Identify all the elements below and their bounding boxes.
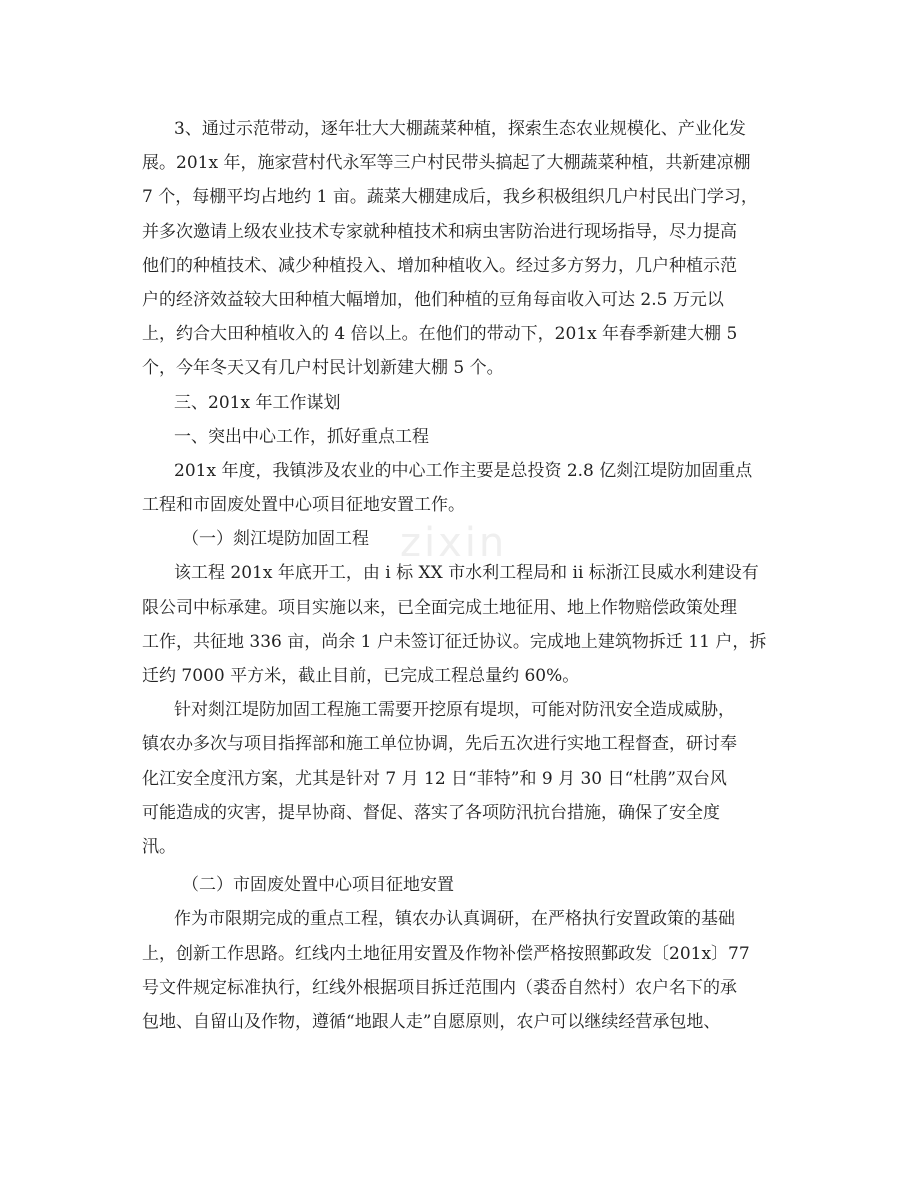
- watermark: zixin: [400, 520, 508, 566]
- text-line: 工作，共征地 336 亩，尚余 1 户未签订征迁协议。完成地上建筑物拆迁 11 户，拆: [142, 631, 767, 652]
- text-line: 工程和市固废处置中心项目征地安置工作。: [142, 495, 465, 516]
- text-line: 包地、自留山及作物，遵循“地跟人走”自愿原则，农户可以继续经营承包地、: [142, 1011, 721, 1032]
- text-line: 可能造成的灾害，提早协商、督促、落实了各项防汛抗台措施，确保了安全度: [142, 802, 720, 823]
- paragraph-annual-focus: [142, 454, 782, 522]
- document-body: [142, 112, 782, 1039]
- text-line: 201x 年度，我镇涉及农业的中心工作主要是总投资 2.8 亿剡江堤防加固重点: [174, 460, 753, 481]
- paragraph-flood-safety: [142, 693, 782, 864]
- text-line: 并多次邀请上级农业技术专家就种植技术和病虫害防治进行现场指导，尽力提高: [142, 221, 737, 242]
- item-heading-waste-center: （二）市固废处置中心项目征地安置: [182, 875, 454, 896]
- text-line: 7 个，每棚平均占地约 1 亩。蔬菜大棚建成后，我乡积极组织几户村民出门学习，: [142, 187, 758, 208]
- paragraph-greenhouse-demo: [142, 112, 782, 386]
- text-line: 该工程 201x 年底开工，由 i 标 XX 市水利工程局和 ii 标浙江艮威水利建设有: [174, 563, 759, 584]
- paragraph-embankment-progress: [142, 556, 782, 693]
- text-line: 他们的种植技术、减少种植投入、增加种植收入。经过多方努力，几户种植示范: [142, 255, 737, 276]
- text-line: 上，约合大田种植收入的 4 倍以上。在他们的带动下，201x 年春季新建大棚 5: [142, 324, 738, 345]
- text-line: 展。201x 年，施家营村代永军等三户村民带头搞起了大棚蔬菜种植，共新建凉棚: [142, 153, 751, 174]
- text-line: 个，今年冬天又有几户村民计划新建大棚 5 个。: [142, 358, 504, 379]
- subsection-heading-key-projects: 一、突出中心工作，抓好重点工程: [174, 426, 429, 447]
- paragraph-land-resettlement: [142, 902, 782, 1039]
- text-line: 镇农办多次与项目指挥部和施工单位协调，先后五次进行实地工程督查，研讨奉: [142, 734, 737, 755]
- text-line: 上，创新工作思路。红线内土地征用安置及作物补偿严格按照鄞政发〔201x〕77: [142, 943, 750, 964]
- item-heading-embankment: （一）剡江堤防加固工程: [182, 529, 369, 550]
- text-line: 号文件规定标准执行，红线外根据项目拆迁范围内（裘岙自然村）农户名下的承: [142, 977, 737, 998]
- text-line: 限公司中标承建。项目实施以来，已全面完成土地征用、地上作物赔偿政策处理: [142, 597, 737, 618]
- section-heading-work-plan: 三、201x 年工作谋划: [174, 392, 341, 413]
- text-line: 3、通过示范带动，逐年壮大大棚蔬菜种植，探索生态农业规模化、产业化发: [174, 119, 746, 139]
- text-line: 汛。: [142, 836, 176, 857]
- text-line: 针对剡江堤防加固工程施工需要开挖原有堤坝，可能对防汛安全造成威胁，: [174, 700, 735, 721]
- text-line: 迁约 7000 平方米，截止目前，已完成工程总量约 60%。: [142, 666, 580, 686]
- text-line: 作为市限期完成的重点工程，镇农办认真调研，在严格执行安置政策的基础: [174, 909, 735, 930]
- text-line: 化江安全度汛方案，尤其是针对 7 月 12 日“菲特”和 9 月 30 日“杜鹃”双台风: [142, 768, 727, 789]
- text-line: 户的经济效益较大田种植大幅增加，他们种植的豆角每亩收入可达 2.5 万元以: [142, 289, 724, 310]
